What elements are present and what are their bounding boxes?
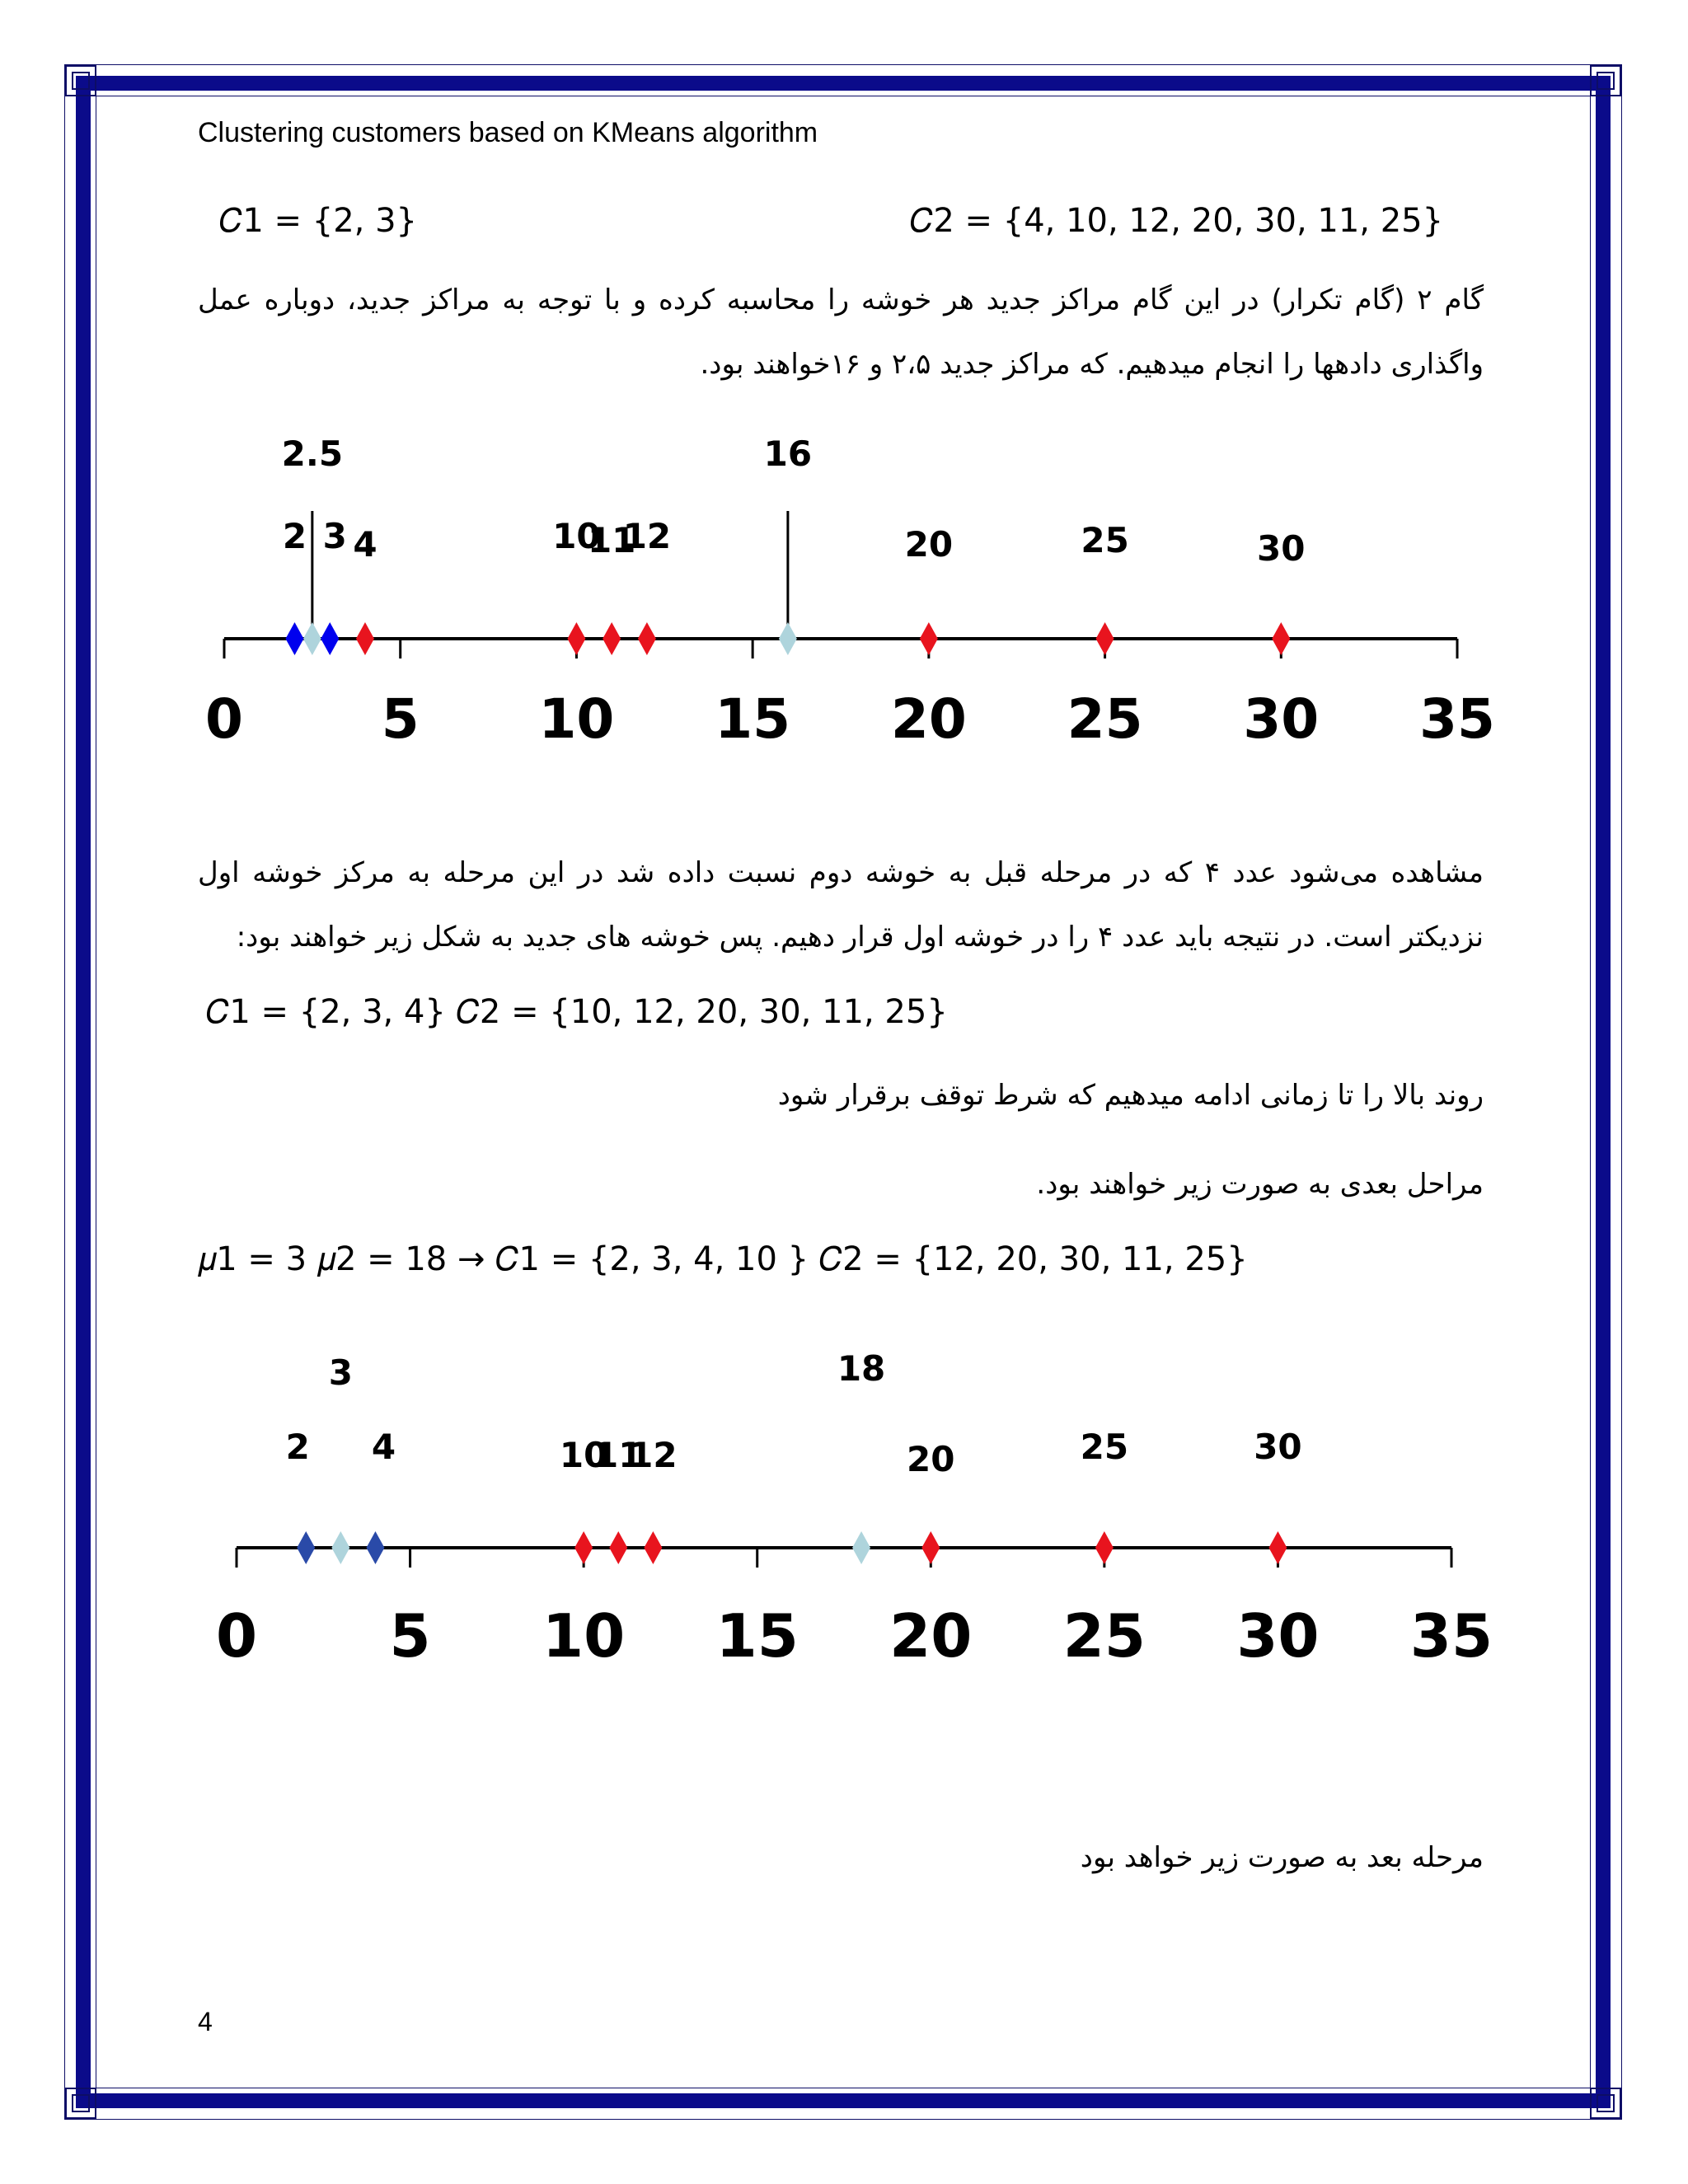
page-number: 4: [198, 2007, 213, 2036]
tick-label: 25: [1067, 687, 1143, 751]
point-label: 10: [552, 516, 601, 556]
centroid-label: 16: [763, 434, 813, 474]
number-line-chart-2: [190, 1335, 1508, 1714]
point-label: 2: [282, 516, 307, 556]
formula-c2-initial: 𝐶2 = {4, 10, 12, 20, 30, 11, 25}: [910, 202, 1444, 240]
centroid-marker: [779, 622, 797, 655]
point-label: 20: [907, 1439, 955, 1479]
centroid-label: 18: [837, 1348, 886, 1389]
point-label: 12: [622, 516, 672, 556]
point-label: 11: [594, 1435, 643, 1475]
centroid-label: 3: [328, 1352, 353, 1393]
data-point: [285, 622, 303, 655]
centroid-marker: [331, 1531, 349, 1564]
corner-ornament-bottom-right: [1589, 2087, 1622, 2120]
tick-label: 5: [381, 687, 420, 751]
tick-label: 10: [542, 1601, 626, 1671]
data-point: [567, 622, 585, 655]
number-line-chart-1: [190, 429, 1508, 775]
paragraph-next-steps: مراحل بعدی به صورت زیر خواهند بود.: [1036, 1168, 1484, 1201]
data-point: [1096, 622, 1114, 655]
tick-label: 0: [205, 687, 243, 751]
data-point: [609, 1531, 627, 1564]
tick-label: 5: [389, 1601, 431, 1671]
tick-label: 30: [1236, 1601, 1320, 1671]
data-point: [1272, 622, 1290, 655]
paragraph-continue: روند بالا را تا زمانی ادامه میدهیم که شرط توقف برقرار شود: [777, 1079, 1484, 1112]
tick-label: 0: [215, 1601, 258, 1671]
point-label: 30: [1257, 528, 1306, 569]
page-header: Clustering customers based on KMeans algorithm: [198, 117, 818, 148]
paragraph-next-step: مرحله بعد به صورت زیر خواهد بود: [1080, 1841, 1484, 1874]
tick-label: 35: [1419, 687, 1495, 751]
point-label: 4: [371, 1427, 396, 1467]
paragraph-step2: گام ۲ (گام تکرار) در این گام مراکز جدید هر خوشه را محاسبه کرده و با توجه به مراکز جدید، دوباره عمل واگذاری دادهها را انجام میدهیم. که مراکز جدید ۲،۵ و ۱۶خواهند بود.: [198, 284, 1484, 381]
point-label: 10: [559, 1435, 608, 1475]
data-point: [920, 622, 938, 655]
corner-ornament-top-left: [64, 64, 97, 97]
centroid-marker: [303, 622, 321, 655]
tick-label: 15: [715, 687, 791, 751]
point-label: 11: [587, 520, 636, 560]
tick-label: 20: [890, 687, 967, 751]
data-point: [603, 622, 621, 655]
centroid-label: 2.5: [281, 434, 344, 474]
data-point: [921, 1531, 940, 1564]
point-label: 20: [904, 524, 954, 565]
data-point: [644, 1531, 662, 1564]
point-label: 2: [285, 1427, 310, 1467]
data-point: [297, 1531, 315, 1564]
corner-ornament-bottom-left: [64, 2087, 97, 2120]
corner-ornament-top-right: [1589, 64, 1622, 97]
formula-c1-initial: 𝐶1 = {2, 3}: [219, 202, 417, 240]
point-label: 30: [1254, 1427, 1302, 1467]
data-point: [638, 622, 656, 655]
tick-label: 15: [715, 1601, 799, 1671]
formula-clusters-third: 𝜇1 = 3 𝜇2 = 18 → 𝐶1 = {2, 3, 4, 10 } 𝐶2 = {12, 20, 30, 11, 25}: [198, 1240, 1248, 1278]
data-point: [1268, 1531, 1287, 1564]
centroid-marker: [852, 1531, 870, 1564]
paragraph-observation: مشاهده می‌شود عدد ۴ که در مرحله قبل به خوشه دوم نسبت داده شد در این مرحله به مرکز خوشه اول نزدیکتر است. در نتیجه باید عدد ۴ را در خوشه اول قرار دهیم. پس خوشه های جدید به شکل زیر خواهند بود:: [198, 856, 1484, 954]
data-point: [366, 1531, 384, 1564]
point-label: 25: [1080, 1427, 1129, 1467]
tick-label: 20: [889, 1601, 973, 1671]
point-label: 25: [1081, 520, 1129, 560]
tick-label: 10: [538, 687, 615, 751]
tick-label: 30: [1243, 687, 1320, 751]
data-point: [574, 1531, 593, 1564]
data-point: [321, 622, 339, 655]
tick-label: 25: [1062, 1601, 1146, 1671]
point-label: 3: [322, 516, 347, 556]
point-label: 12: [629, 1435, 678, 1475]
formula-clusters-second: 𝐶1 = {2, 3, 4} 𝐶2 = {10, 12, 20, 30, 11, 25}: [206, 993, 948, 1031]
point-label: 4: [353, 524, 377, 565]
data-point: [356, 622, 374, 655]
tick-label: 35: [1409, 1601, 1493, 1671]
data-point: [1095, 1531, 1114, 1564]
